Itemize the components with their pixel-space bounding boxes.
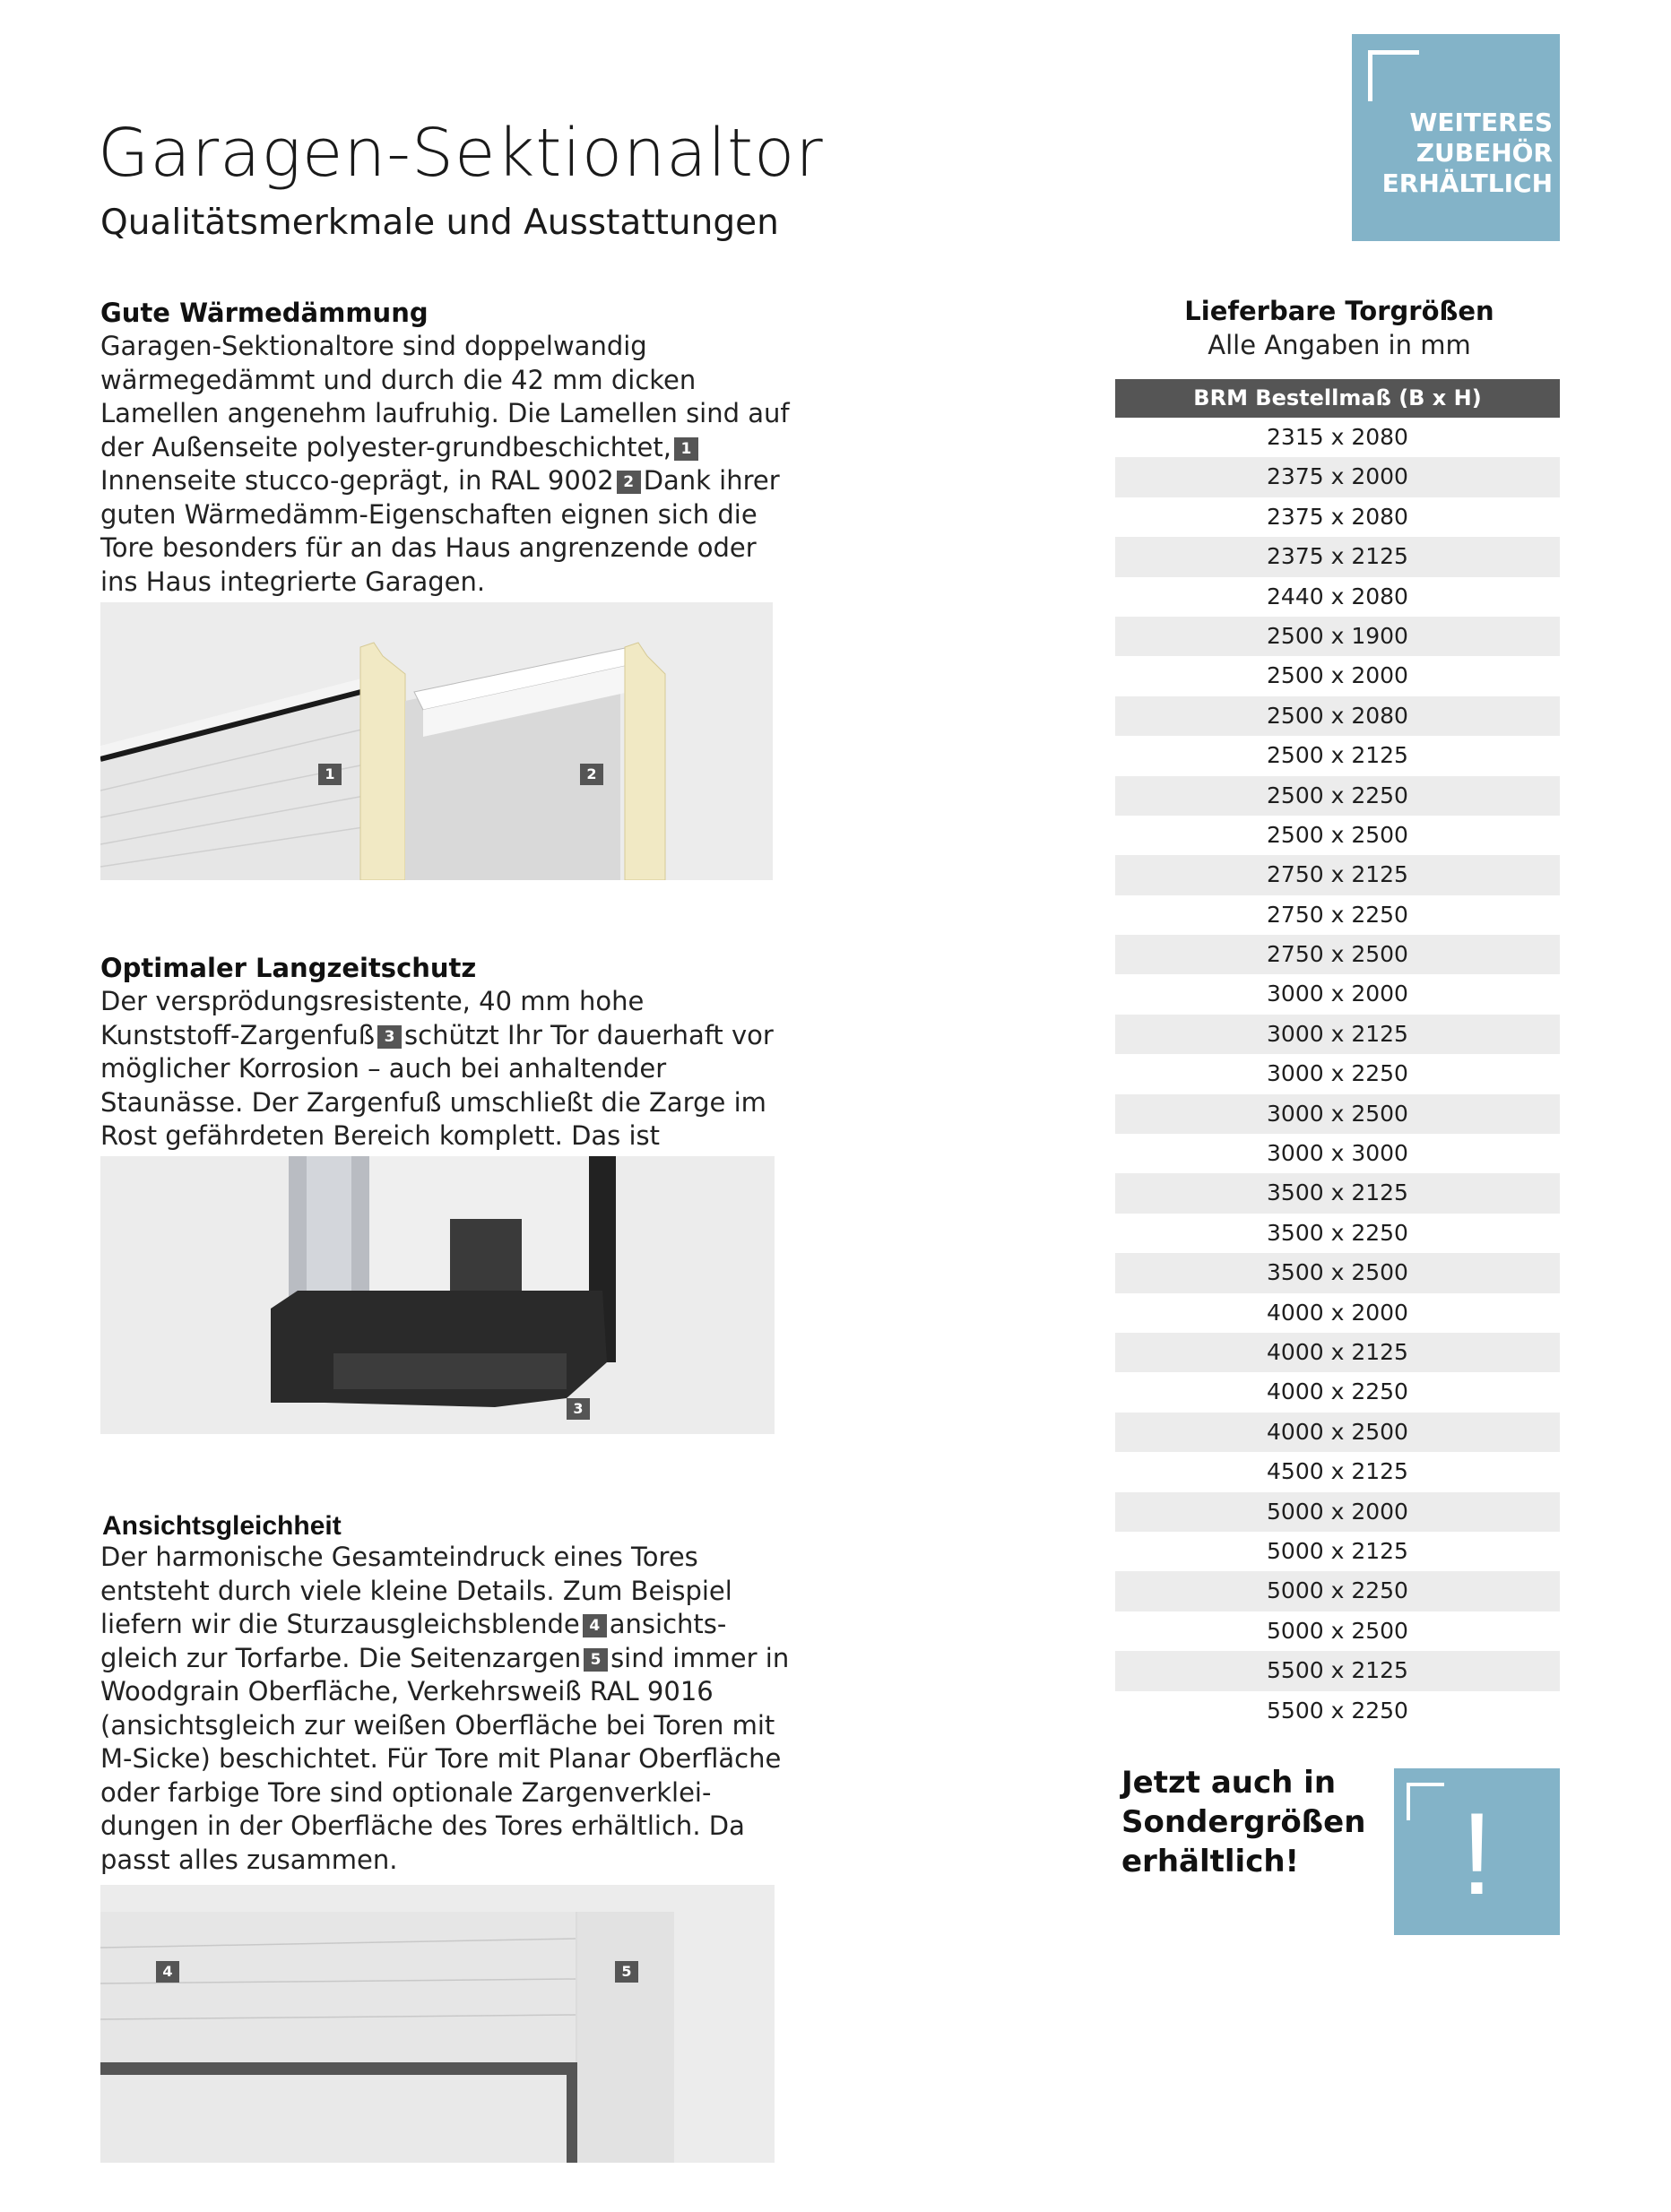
image-marker: 3: [567, 1398, 590, 1420]
marker-badge: 1: [674, 437, 698, 461]
sizes-table-row: 2440 x 2080: [1267, 583, 1408, 609]
sizes-table-row: 5500 x 2125: [1115, 1651, 1560, 1690]
sizes-table-row: 5000 x 2500: [1267, 1617, 1408, 1644]
marker-badge: 4: [583, 1614, 607, 1637]
sizes-table-body: [1115, 418, 1560, 1731]
exclamation-icon: !: [1460, 1788, 1494, 1919]
section-title-uniformity: Ansichtsgleichheit: [102, 1511, 342, 1541]
image-marker: 5: [615, 1961, 638, 1983]
sizes-table-row: 5500 x 2250: [1267, 1697, 1408, 1724]
sizes-table-row: 2750 x 2250: [1267, 901, 1408, 928]
sizes-table-row: 2750 x 2125: [1115, 855, 1560, 894]
notice-badge: [1394, 1768, 1560, 1935]
sizes-table-row: 2500 x 2080: [1115, 696, 1560, 736]
sizes-table: [1115, 379, 1560, 1731]
section-body-protection: Der versprödungsresistente, 40 mm hohe Kunststoff-Zargenfuß 3 schützt Ihr Tor dauerhaft vor möglicher Korrosion – auch bei anhaltender Staunässe. Der Zargenfuß umschließt die Zarge im Rost gefährdeten Bereich komplett. Das ist: [100, 986, 774, 1151]
sizes-title: Lieferbare Torgrößen: [1184, 296, 1494, 326]
sizes-table-row: 5000 x 2125: [1267, 1537, 1408, 1564]
sizes-table-header: BRM Bestellmaß (B x H): [1115, 379, 1560, 418]
sizes-table-row: 2500 x 1900: [1115, 617, 1560, 656]
page-title: Garagen-Sektionaltor: [98, 115, 824, 192]
sizes-table-row: 2500 x 2500: [1267, 821, 1408, 848]
sizes-table-row: 3000 x 2125: [1115, 1015, 1560, 1054]
sizes-table-row: 3500 x 2250: [1267, 1219, 1408, 1246]
special-sizes-note: Jetzt auch in Sondergrößen erhältlich!: [1121, 1765, 1366, 1879]
section-title-protection: Optimaler Langzeitschutz: [100, 953, 477, 983]
sizes-table-row: 5000 x 2250: [1115, 1571, 1560, 1611]
sizes-table-row: 2500 x 2000: [1267, 662, 1408, 689]
insulation-photo: [100, 602, 773, 880]
marker-badge: 5: [584, 1648, 608, 1672]
sizes-table-row: 2375 x 2080: [1267, 503, 1408, 530]
frame-cover-photo: [100, 1885, 775, 2163]
marker-badge: 2: [617, 471, 641, 494]
sizes-table-row: 2500 x 2125: [1267, 742, 1408, 769]
section-body-uniformity: Der harmonische Gesamteindruck eines Tores entsteht durch viele kleine Details. Zum Beispiel liefern wir die Sturzausgleichsblende 4 ansichts-gleich zur Torfarbe. Die Seitenzargen 5 sind immer in Woodgrain Oberfläche, Verkehrsweiß RAL 9016 (ansichtsgleich zur weißen Oberfläche bei Toren mit M-Sicke) beschichtet. Für Tore mit Planar Oberfläche oder farbige Tore sind optionale Zargenverklei-dungen in der Oberfläche des Tores erhältlich. Da passt alles zusammen.: [100, 1542, 790, 1875]
sizes-table-row: 3500 x 2500: [1115, 1253, 1560, 1292]
sizes-table-row: 4000 x 2125: [1115, 1333, 1560, 1372]
sizes-table-row: 3000 x 2500: [1115, 1094, 1560, 1134]
section-body-insulation: Garagen-Sektionaltore sind doppelwandig wärmegedämmt und durch die 42 mm dicken Lamellen angenehm laufruhig. Die Lamellen sind auf der Außenseite polyester-grundbeschichtet, 1 Innenseite stucco-geprägt, in RAL 9002 2 Dank ihrer guten Wärmedämm-Eigenschaften eignen sich die Tore besonders für an das Haus angrenzende oder ins Haus integrierte Garagen.: [100, 331, 790, 597]
image-marker: 1: [318, 764, 342, 785]
sizes-table-row: 4000 x 2250: [1267, 1378, 1408, 1405]
page-subtitle: Qualitätsmerkmale und Ausstattungen: [100, 203, 779, 243]
sizes-table-row: 3000 x 2250: [1267, 1060, 1408, 1087]
marker-badge: 3: [377, 1025, 402, 1049]
image-marker: 2: [580, 764, 603, 785]
image-marker: 4: [156, 1961, 179, 1983]
sizes-table-row: 2375 x 2000: [1115, 457, 1560, 497]
sizes-table-row: 5000 x 2000: [1115, 1492, 1560, 1532]
sizes-subtitle: Alle Angaben in mm: [1208, 330, 1471, 360]
sizes-table-row: 3000 x 3000: [1267, 1140, 1408, 1167]
frame-foot-photo: [100, 1156, 775, 1434]
sizes-table-row: 3500 x 2125: [1115, 1173, 1560, 1213]
accessory-badge-text: WEITERES ZUBEHÖR ERHÄLTLICH: [1381, 108, 1553, 198]
sizes-table-row: 2315 x 2080: [1267, 424, 1408, 450]
accessory-badge: [1352, 34, 1560, 241]
sizes-table-row: 3000 x 2000: [1267, 981, 1408, 1007]
sizes-table-row: 4000 x 2500: [1115, 1413, 1560, 1452]
sizes-table-row: 4000 x 2000: [1267, 1299, 1408, 1326]
sizes-table-row: 4500 x 2125: [1267, 1458, 1408, 1485]
sizes-table-row: 2375 x 2125: [1115, 537, 1560, 576]
sizes-table-row: 2500 x 2250: [1115, 776, 1560, 816]
corner-bracket-icon: [1368, 50, 1419, 101]
section-title-insulation: Gute Wärmedämmung: [100, 298, 429, 328]
sizes-table-row: 2750 x 2500: [1115, 935, 1560, 974]
